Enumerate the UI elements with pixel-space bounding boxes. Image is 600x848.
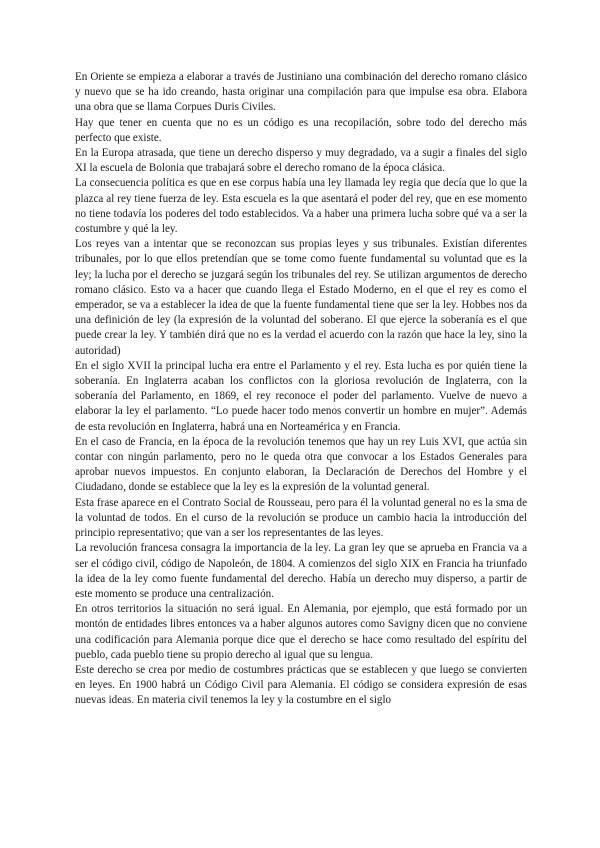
paragraph-rousseau: Esta frase aparece en el Contrato Social de Rousseau, pero para él la voluntad general no es la sma de la voluntad de todos. En el curso de la revolución se produce un cambio hacia la introducción del principio representativo; que van a ser los representantes de las leyes. bbox=[75, 496, 527, 540]
paragraph-siglo-xvii: En el siglo XVII la principal lucha era entre el Parlamento y el rey. Esta lucha es por quién tiene la soberanía. En Inglaterra acaban los conflictos con la gloriosa revolución de Inglaterra, con la soberanía del Parlamento, en 1869, el rey reconoce el poder del parlamento. Vuelve de nuevo a elaborar la ley el parlamento. “Lo puede hacer todo menos convertir un hombre en mujer”. Además de esta revolución en Inglaterra, habrá una en Norteamérica y en Francia. bbox=[75, 359, 527, 433]
paragraph-ley-regia: La consecuencia política es que en ese corpus había una ley llamada ley regia que decía que lo que la plazca al rey tiene fuerza de ley. Esta escuela es la que asentará el poder del rey, que en ese momento no tiene todavía los poderes del todo establecidos. Va a haber una primera lucha sobre qué va a ser la costumbre y qué la ley. bbox=[75, 177, 527, 236]
paragraph-recopilacion: Hay que tener en cuenta que no es un código es una recopilación, sobre todo del derecho más perfecto que existe. bbox=[75, 116, 527, 144]
paragraph-costumbres: Este derecho se crea por medio de costumbres prácticas que se establecen y que luego se convierten en leyes. En 1900 habrá un Código Civil para Alemania. El código se considera expresión de esas nuevas ideas. En materia civil tenemos la ley y la costumbre en el siglo bbox=[75, 663, 527, 707]
paragraph-justiniano: En Oriente se empieza a elaborar a través de Justiniano una combinación del derecho romano clásico y nuevo que se ha ido creando, hasta originar una compilación para que impulse esa obra. Elabora una obra que se llama Corpues Duris Civiles. bbox=[75, 71, 527, 114]
paragraph-reyes-tribunales: Los reyes van a intentar que se reconozcan sus propias leyes y sus tribunales. Existían diferentes tribunales, por lo que ellos pretendían que se tome como fuente fundamental su voluntad que es la ley; la lucha por el derecho se juzgará según los tribunales del rey. Se utilizan argumentos de derecho romano clásico. Esto va a hacer que cuando llega el Estado Moderno, en el que el rey es como el emperador, se va a establecer la idea de que la fuente fundamental tiene que ser la ley. Hobbes nos da una definición de ley (la expresión de la voluntad del soberano. El que ejerce la soberanía es el que puede crear la ley. Y también dirá que no es la verdad el acuerdo con la razón que hace la ley, sino la autoridad) bbox=[75, 238, 527, 357]
paragraph-revolucion-francesa: La revolución francesa consagra la importancia de la ley. La gran ley que se aprueba en Francia va a ser el código civil, código de Napoleón, de 1804. A comienzos del siglo XIX en Francia ha triunfado la idea de la ley como fuente fundamental del derecho. Había un derecho muy disperso, a partir de este momento se produce una centralización. bbox=[75, 542, 527, 600]
paragraph-alemania: En otros territorios la situación no será igual. En Alemania, por ejemplo, que está formado por un montón de entidades libres entonces va a haber algunos autores como Savigny dicen que no conviene una codificación para Alemania porque dice que el derecho se hace como resultado del espíritu del pueblo, cada pueblo tiene su propio derecho al igual que su lengua. bbox=[75, 603, 527, 661]
paragraph-francia: En el caso de Francia, en la época de la revolución tenemos que hay un rey Luis XVI, que actúa sin contar con ningún parlamento, pero no le queda otra que convocar a los Estados Generales para aprobar nuevos impuestos. En conjunto elaboran, la Declaración de Derechos del Hombre y el Ciudadano, donde se establece que la ley es la expresión de la voluntad general. bbox=[75, 435, 527, 494]
paragraph-bolonia: En la Europa atrasada, que tiene un derecho disperso y muy degradado, va a sugir a finales del siglo XI la escuela de Bolonia que trabajará sobre el derecho romano de la época clásica. bbox=[75, 147, 527, 175]
document-page bbox=[75, 70, 527, 709]
